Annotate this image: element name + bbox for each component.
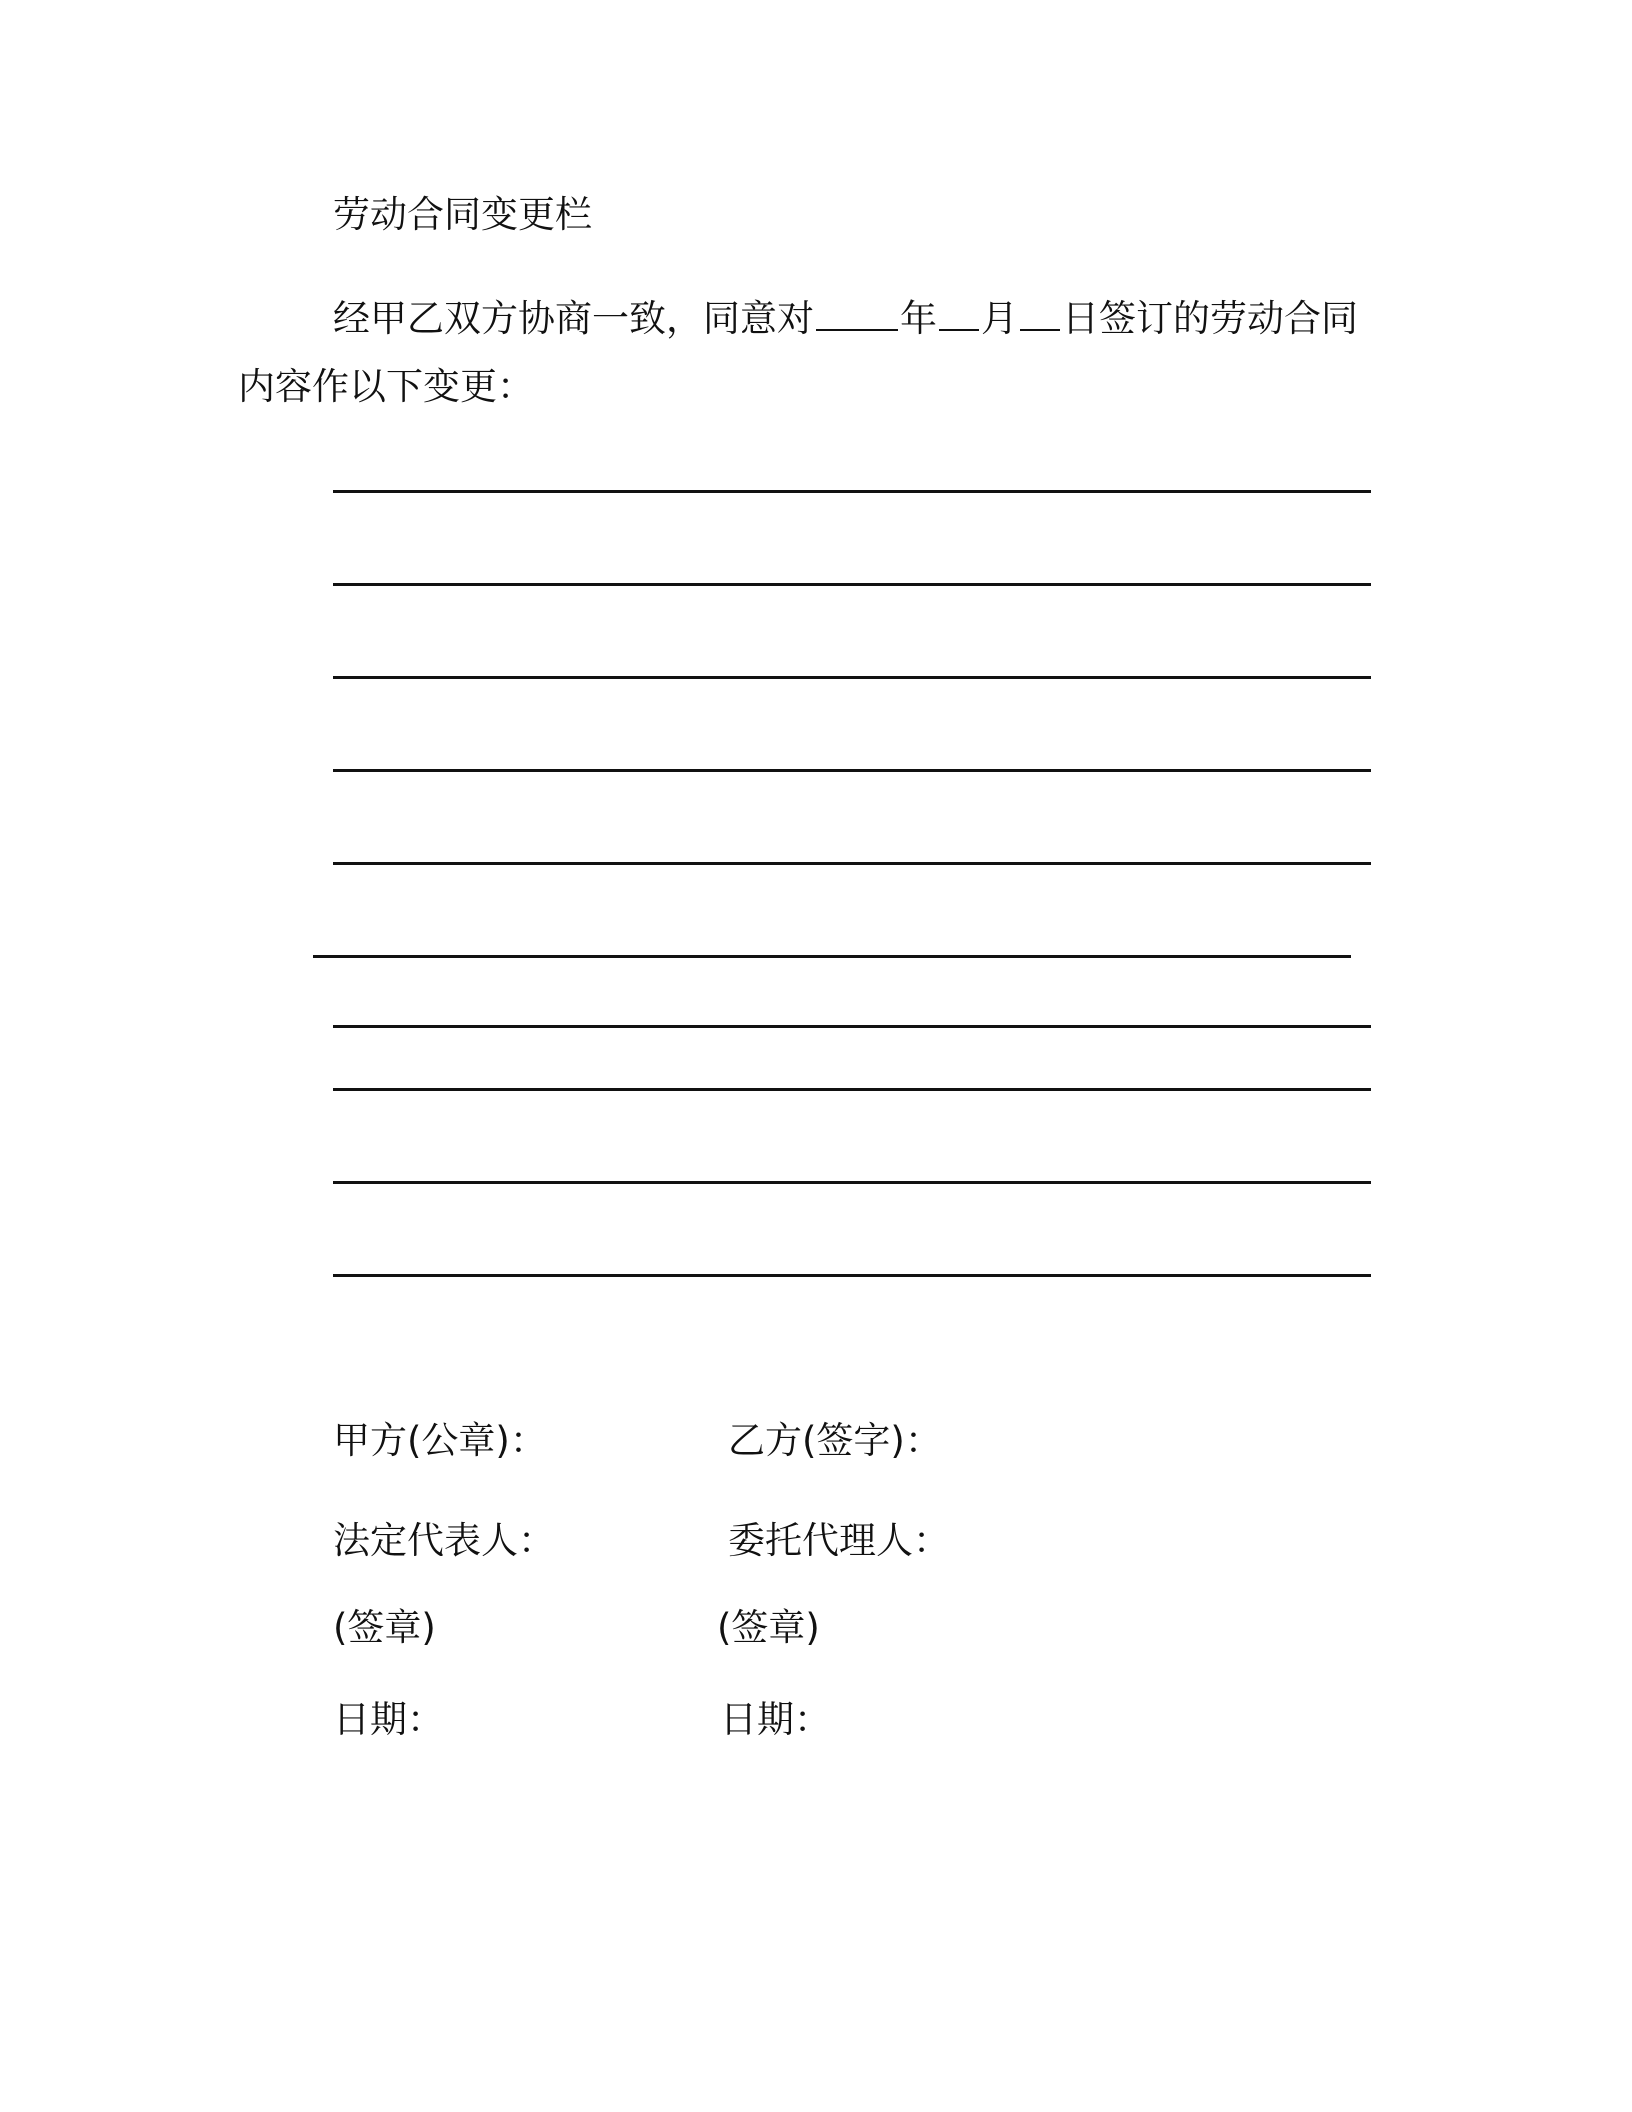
- blank-line-4[interactable]: [333, 769, 1371, 772]
- party-b-label: 乙方(签字)：: [728, 1419, 942, 1462]
- document-title: 劳动合同变更栏: [333, 193, 592, 236]
- blank-line-6[interactable]: [313, 955, 1351, 958]
- blank-line-1[interactable]: [333, 490, 1371, 493]
- party-b-date: 日期：: [720, 1698, 831, 1741]
- blank-line-10[interactable]: [333, 1274, 1371, 1277]
- month-suffix: 月: [981, 297, 1018, 340]
- party-a-date: 日期：: [333, 1698, 444, 1741]
- day-suffix: 日签订的劳动合同: [1062, 297, 1358, 340]
- party-b-seal: (签章): [717, 1606, 820, 1649]
- intro-line-1: [238, 285, 1358, 353]
- blank-line-3[interactable]: [333, 676, 1371, 679]
- party-a-representative: 法定代表人：: [333, 1519, 555, 1562]
- year-suffix: 年: [900, 297, 937, 340]
- intro-line-2: 内容作以下变更：: [238, 365, 534, 408]
- year-blank[interactable]: [816, 299, 898, 331]
- party-a-label: 甲方(公章)：: [333, 1419, 547, 1462]
- intro-paragraph: [238, 285, 1358, 421]
- month-blank[interactable]: [939, 299, 979, 331]
- blank-line-9[interactable]: [333, 1181, 1371, 1184]
- intro-prefix: 经甲乙双方协商一致，同意对: [333, 297, 814, 340]
- party-b-representative: 委托代理人：: [728, 1519, 950, 1562]
- blank-line-2[interactable]: [333, 583, 1371, 586]
- blank-line-5[interactable]: [333, 862, 1371, 865]
- party-a-seal: (签章): [333, 1606, 436, 1649]
- blank-line-8[interactable]: [333, 1088, 1371, 1091]
- blank-line-7[interactable]: [333, 1025, 1371, 1028]
- day-blank[interactable]: [1020, 299, 1060, 331]
